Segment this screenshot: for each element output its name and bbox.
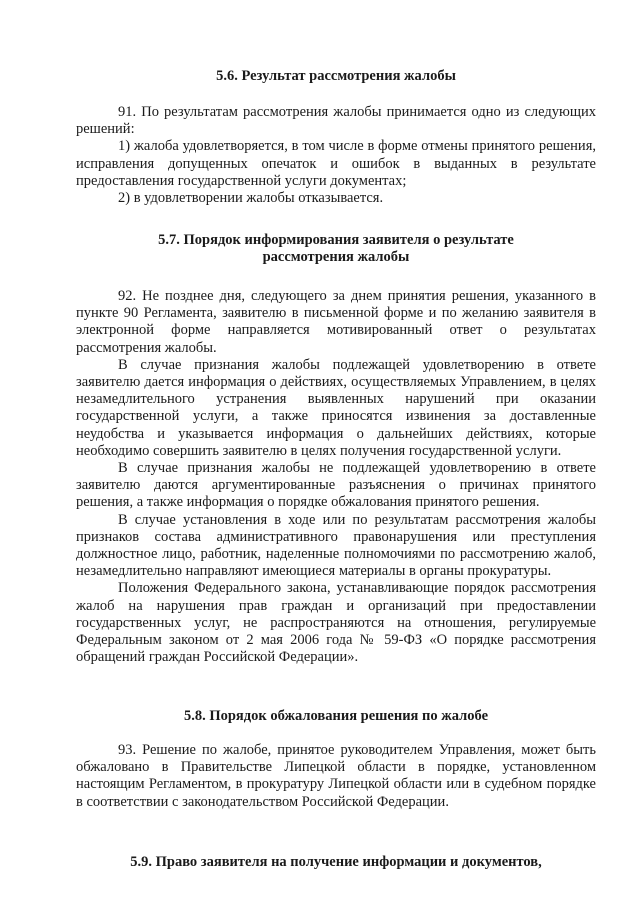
paragraph: Положения Федерального закона, устанавливающие порядок рассмотрения жалоб на нарушения прав граждан и организаций при предоставлении государственных услуг, не распространяются на отношения, регулируемые Федеральным законом от 2 мая 2006 года № 59-ФЗ «О порядке рассмотрения обращений граждан Российской Федерации». [76, 580, 596, 666]
section-heading: 5.6. Результат рассмотрения жалобы [216, 68, 456, 84]
section-heading: 5.8. Порядок обжалования решения по жалобе [183, 708, 489, 724]
paragraph: В случае признания жалобы подлежащей удовлетворению в ответе заявителю дается информация о действиях, осуществляемых Управлением, в целях незамедлительного устранения выявленных нарушений при оказании государственной услуги, а также приносятся извинения за доставленные неудобства и указывается информация о дальнейших действиях, которые необходимо совершить заявителю в целях получения государственной услуги. [76, 356, 596, 459]
section-5-8-body [76, 742, 596, 811]
paragraph: В случае признания жалобы не подлежащей удовлетворению в ответе заявителю даются аргументированные разъяснения о причинах принятого решения, а также информация о порядке обжалования принятого решения. [76, 460, 596, 511]
section-heading: 5.9. Право заявителя на получение информации и документов, [130, 854, 542, 870]
paragraph: 1) жалоба удовлетворяется, в том числе в форме отмены принятого решения, исправления допущенных опечаток и ошибок в выданных в результате предоставления государственной услуги документах; [76, 138, 596, 189]
section-5-8 [76, 708, 596, 725]
paragraph: 2) в удовлетворении жалобы отказывается. [118, 190, 384, 207]
section-5-9 [76, 854, 596, 871]
paragraph: В случае установления в ходе или по результатам рассмотрения жалобы признаков состава административного правонарушения или преступления должностное лицо, работник, наделенные полномочиями по рассмотрению жалоб, незамедлительно направляют имеющиеся материалы в органы прокуратуры. [76, 511, 596, 580]
section-5-6 [76, 68, 596, 85]
section-5-6-body [76, 104, 596, 207]
paragraph: 92. Не позднее дня, следующего за днем принятия решения, указанного в пункте 90 Регламента, заявителю в письменной форме и по желанию заявителя в электронной форме направляется мотивированный ответ о результатах рассмотрения жалобы. [76, 288, 596, 356]
paragraph: 93. Решение по жалобе, принятое руководителем Управления, может быть обжаловано в Правительстве Липецкой области в порядке, установленном настоящим Регламентом, в прокуратуру Липецкой области или в судебном порядке в соответствии с законодательством Российской Федерации. [76, 742, 596, 810]
section-5-7-body [76, 288, 596, 666]
section-heading-line-2: рассмотрения жалобы [262, 249, 410, 265]
section-heading-line-1: 5.7. Порядок информирования заявителя о результате [158, 232, 514, 248]
paragraph: 91. По результатам рассмотрения жалобы принимается одно из следующих решений: [76, 104, 596, 138]
section-5-7 [76, 232, 596, 266]
